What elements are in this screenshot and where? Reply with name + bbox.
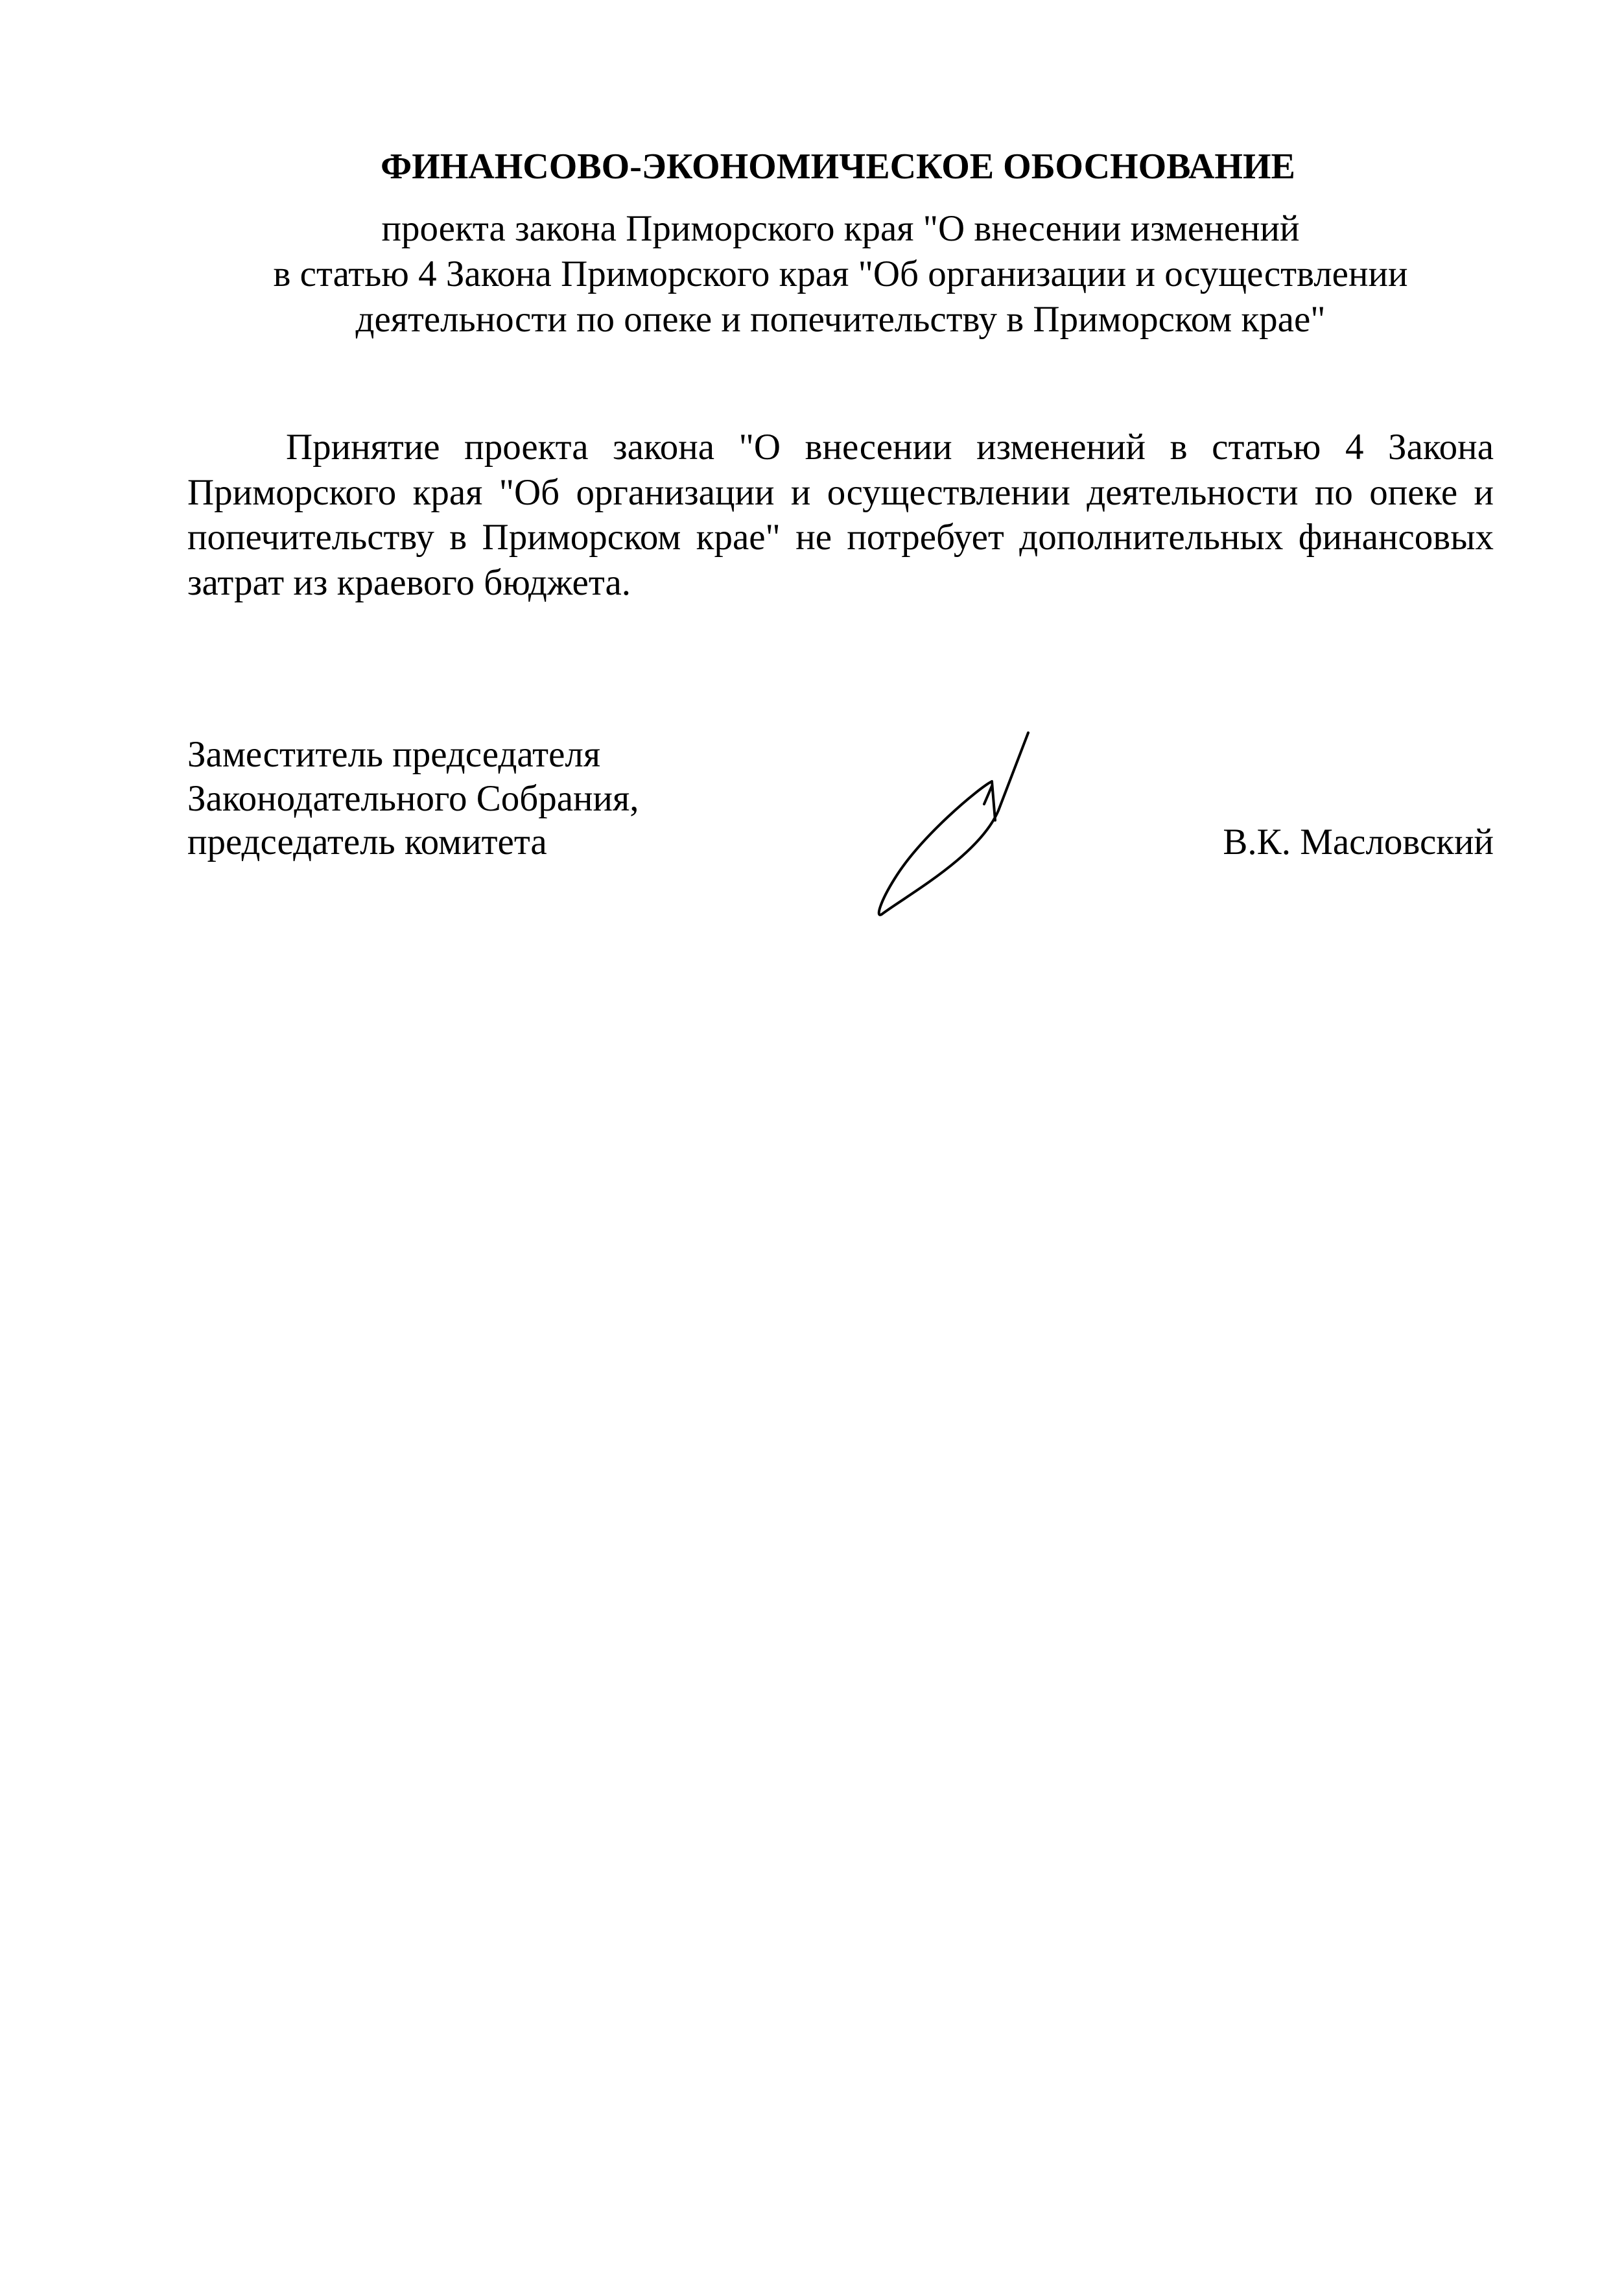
position-line: председатель комитета [187,822,547,862]
body-paragraph: Принятие проекта закона "О внесении изменений в статью 4 Закона Приморского края "Об организации и осуществлении деятельности по опеке и попечительству в Приморском крае" не потребует дополнительных финансовых затрат из краевого бюджета. [187,427,1494,603]
document-title: ФИНАНСОВО-ЭКОНОМИЧЕСКОЕ ОБОСНОВАНИЕ [381,147,1295,187]
handwritten-signature [869,726,1037,921]
signatory-position [187,733,639,864]
subtitle-line: в статью 4 Закона Приморского края "Об организации и осуществлении [273,254,1408,294]
subtitle-line: деятельности по опеке и попечительству в Приморском крае" [355,299,1326,340]
signatory-name: В.К. Масловский [1223,822,1494,862]
subtitle-line: проекта закона Приморского края "О внесении изменений [381,208,1300,249]
position-line: Законодательного Собрания, [187,777,639,819]
document-subtitle [187,206,1494,342]
position-line: Заместитель председателя [187,734,601,775]
